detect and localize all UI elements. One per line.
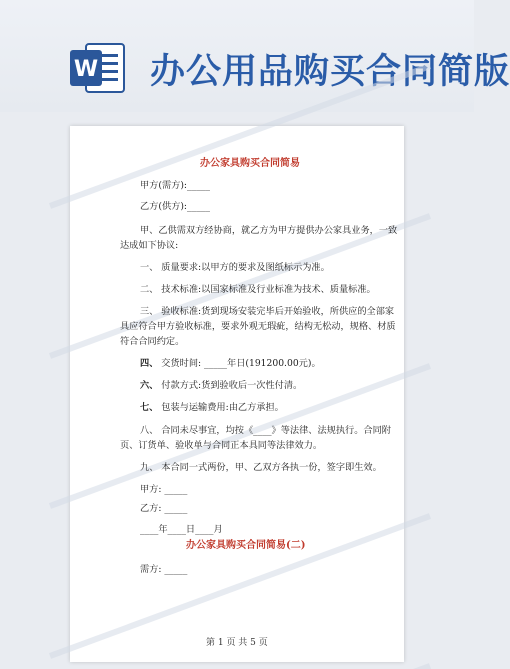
- clause-6-label: 六、: [140, 380, 159, 391]
- banner: [0, 0, 510, 112]
- word-icon: [68, 40, 126, 96]
- clause-7-label: 七、: [140, 402, 159, 413]
- document-page: [70, 126, 404, 662]
- clause-3-line: 具应符合甲方验收标准，要求外观无瑕疵，结构无松动，规格、材质: [120, 321, 396, 332]
- intro-line: 达成如下协议:: [120, 240, 179, 251]
- page-footer: 第 1 页 共 5 页: [206, 638, 268, 648]
- word-icon-letter: W: [73, 57, 99, 82]
- clause-6: [140, 378, 302, 393]
- document-title: 办公家具购买合同简易: [200, 158, 300, 169]
- clause-2: 二、 技术标准:以国家标准及行业标准为技术、质量标准。: [140, 284, 376, 295]
- signature-party-a: 甲方: _____: [140, 484, 188, 495]
- clause-3-line: 三、 验收标准:货到现场安装完毕后开始验收，所供应的全部家: [140, 306, 395, 317]
- banner-title: 办公用品购买合同简版: [150, 52, 510, 92]
- clause-9: 九、 本合同一式两份，甲、乙双方各执一份，签字即生效。: [140, 462, 382, 473]
- clause-8-line: 页、订货单、验收单与合同正本具同等法律效力。: [120, 440, 323, 451]
- clause-8-line: 八、 合同未尽事宜，均按《____》等法律、法规执行。合同附: [140, 425, 391, 436]
- clause-4: [140, 356, 321, 371]
- intro-line: 甲、乙供需双方经协商，就乙方为甲方提供办公家具业务，一致: [140, 225, 398, 236]
- demand-party-line: 需方: _____: [140, 564, 188, 575]
- party-a-line: 甲方(需方):_____: [140, 180, 210, 191]
- party-b-line: 乙方(供方):_____: [140, 201, 210, 212]
- clause-4-text: 交货时间: _____年日(191200.00元)。: [158, 358, 321, 369]
- clause-6-text: 付款方式:货到验收后一次性付清。: [158, 380, 303, 391]
- clause-4-label: 四、: [140, 358, 159, 369]
- clause-7-text: 包装与运输费用:由乙方承担。: [158, 402, 284, 413]
- signature-party-b: 乙方: _____: [140, 503, 188, 514]
- signing-date: ____年____日____月: [140, 524, 223, 535]
- clause-7: [140, 400, 284, 415]
- document-title-2: 办公家具购买合同简易(二): [186, 540, 306, 551]
- clause-3-line: 符合合同约定。: [120, 336, 185, 347]
- clause-1: 一、 质量要求:以甲方的要求及图纸标示为准。: [140, 262, 330, 273]
